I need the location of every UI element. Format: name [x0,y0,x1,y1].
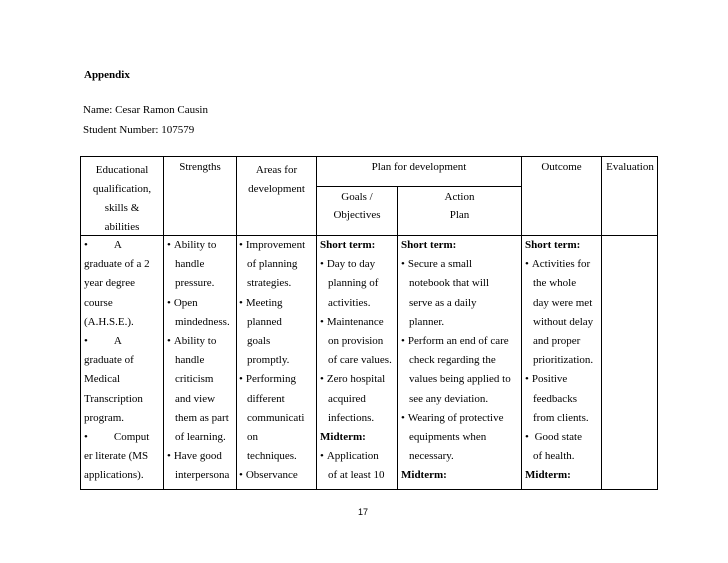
cell-text: planned [247,315,282,328]
cell-text: Medical [84,373,121,386]
cell-text: graduate of a 2 [84,258,150,271]
header-line: Plan [449,209,470,221]
section-label: Midterm: [525,469,571,482]
header-outcome: Outcome [541,161,582,173]
cell-text: different [247,392,285,405]
bullet-item: • Positive [525,373,568,386]
cell-text: (A.H.S.E.). [84,315,134,328]
cell-text: criticism [175,373,214,386]
cell-text: applications). [84,469,144,482]
cell-text: techniques. [247,450,297,463]
cell-text: graduate of [84,354,134,367]
cell-text: of care values. [328,354,392,367]
cell-text: prioritization. [533,354,594,367]
cell-text: acquired [328,392,366,405]
cell-text: feedbacks [533,392,577,405]
header-line: Objectives [333,209,381,221]
cell-text: notebook that will [409,277,490,290]
header-line: abilities [104,221,140,233]
header-areas [237,161,316,199]
cell-text: course [84,296,113,309]
header-goals [317,188,397,224]
cell-text: on [247,431,258,443]
bullet-icon: • [320,450,324,463]
cell-text: planning of [328,277,379,290]
bullet-icon: • [84,431,88,443]
bullet-icon: • [401,411,405,424]
section-label: Midterm: [401,469,447,482]
bullet-item: • Open [167,296,198,309]
bullet-icon: • [401,335,405,347]
header-evaluation: Evaluation [606,161,654,173]
cell-text: of learning. [175,431,226,443]
bullet-icon: • [167,335,171,347]
bullet-item: • Perform an end of care [401,335,509,347]
bullet-item: • Ability to [167,239,217,251]
bullet-item: • Secure a small [401,258,473,271]
bullet-item: • Application [320,450,379,463]
bullet-icon: • [320,258,324,271]
cell-text: without delay [533,315,594,328]
cell-text: year degree [84,277,135,290]
cell-text: planner. [409,315,445,328]
cell-text: pressure. [175,277,215,290]
bullet-icon: • [84,239,88,251]
bullet-item: • Performing [239,373,296,386]
bullet-icon: • [525,373,529,386]
header-line: Areas for [255,164,298,176]
cell-text: necessary. [409,450,454,463]
student-number-line: Student Number: 107579 [83,124,195,136]
cell-text: goals [247,335,271,347]
header-line: Goals / [341,191,373,203]
bullet-item: • A [84,239,122,251]
bullet-icon: • [84,335,88,347]
cell-text: program. [84,411,125,424]
bullet-item: • Wearing of protective [401,411,504,424]
bullet-item: • Have good [167,450,222,463]
header-line: Educational [95,164,149,176]
cell-text: mindedness. [175,315,230,328]
bullet-icon: • [320,315,324,328]
cell-text: the whole [533,277,577,290]
cell-text: see any deviation. [409,392,489,405]
header-action [398,188,521,224]
cell-text: from clients. [533,411,589,424]
header-line: development [248,183,305,195]
cell-text: day were met [533,296,593,309]
bullet-icon: • [320,373,324,386]
header-strengths: Strengths [179,161,221,173]
bullet-item: • Comput [84,431,150,443]
cell-text: handle [175,354,205,367]
bullet-item: • Good state [525,431,582,443]
name-line: Name: Cesar Ramon Causin [83,104,208,116]
bullet-item: • Maintenance [320,315,384,328]
page-number: 17 [358,507,369,517]
cell-text: strategies. [247,277,292,290]
bullet-icon: • [401,258,405,271]
bullet-icon: • [239,469,243,482]
bullet-icon: • [239,373,243,386]
bullet-icon: • [167,239,171,251]
cell-text: values being applied to [409,373,511,386]
bullet-icon: • [525,258,529,271]
cell-text: activities. [328,296,371,309]
cell-text: check regarding the [409,354,496,367]
cell-text: communicati [247,411,305,424]
cell-text: of health. [533,450,575,463]
cell-text: Transcription [84,392,143,405]
appendix-heading: Appendix [84,69,130,81]
cell-text: infections. [328,411,375,424]
bullet-item: • Observance [239,469,298,482]
bullet-icon: • [167,296,171,309]
header-line: skills & [104,202,140,214]
header-line: Action [444,191,475,203]
section-label: Short term: [525,239,581,251]
cell-text: and proper [533,335,581,347]
bullet-icon: • [239,239,243,251]
section-label: Midterm: [320,431,366,443]
bullet-item: • Zero hospital [320,373,386,386]
cell-text: serve as a daily [409,296,477,309]
cell-text: interpersona [175,469,230,482]
header-line: qualification, [92,183,152,195]
cell-text: er literate (MS [84,450,149,463]
cell-text: them as part [175,411,229,424]
bullet-item: • Improvement [239,239,306,251]
bullet-item: • A [84,335,122,347]
cell-text: equipments when [409,431,487,443]
section-label: Short term: [401,239,457,251]
bullet-icon: • [167,450,171,463]
bullet-item: • Day to day [320,258,376,271]
bullet-item: • Activities for [525,258,591,271]
cell-text: of at least 10 [328,469,385,482]
cell-text: and view [175,392,216,405]
cell-text: of planning [247,258,298,271]
header-educational [81,161,163,237]
header-plan: Plan for development [371,161,467,173]
cell-text: promptly. [247,354,290,367]
bullet-item: • Ability to [167,335,217,347]
bullet-icon: • [239,296,243,309]
cell-text: handle [175,258,205,271]
bullet-item: • Meeting [239,296,283,309]
bullet-icon: • [525,431,529,443]
section-label: Short term: [320,239,376,251]
cell-text: on provision [328,335,384,347]
